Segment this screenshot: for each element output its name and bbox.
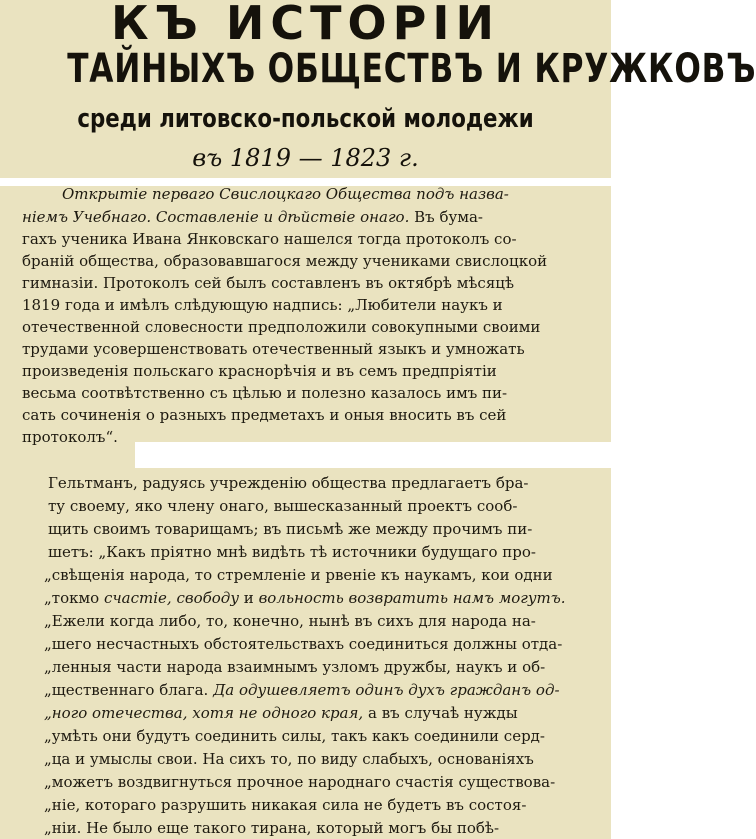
para2-line: „ніи. Не было еще такого тирана, который могъ бы побѣ- <box>44 819 500 837</box>
para1-line: гимназіи. Протоколъ сей былъ составленъ въ октябрѣ мѣсяцѣ <box>22 274 514 292</box>
para2-span: „щественнаго блага. <box>44 681 214 699</box>
para1-line: протоколъ“. <box>22 428 118 446</box>
para2-line: „ніе, котораго разрушить никакая сила не будетъ въ состоя- <box>44 796 527 814</box>
para2-line <box>44 702 518 724</box>
heading-line3: среди литовско-польской молодежи <box>77 104 534 134</box>
para2-line: „свѣщенія народа, то стремленіе и рвеніе къ наукамъ, кои одни <box>44 566 553 584</box>
para2-line: шетъ: „Какъ пріятно мнѣ видѣть тѣ источники будущаго про- <box>48 543 536 561</box>
para2-span: а въ случаѣ нужды <box>363 704 518 722</box>
para2-line <box>44 679 560 701</box>
para2-italic-span: вольность возвратить намъ могутъ. <box>258 589 566 607</box>
para1-line: гахъ ученика Ивана Янковскаго нашелся тогда протоколъ со- <box>22 230 517 248</box>
para2-line: „Ежели когда либо, то, конечно, нынѣ въ сихъ для народа на- <box>44 612 536 630</box>
para2-line <box>44 587 566 609</box>
para1-line: произведенія польскаго краснорѣчія и въ семъ предпріятіи <box>22 362 497 380</box>
para2-italic-span: Да одушевляетъ одинъ духъ гражданъ од- <box>213 681 560 699</box>
para2-span: и <box>239 589 259 607</box>
para2-italic-span: „ного отечества, хотя не одного края, <box>44 704 364 722</box>
heading-line4: въ 1819 — 1823 г. <box>192 144 419 172</box>
para2-line: „можетъ воздвигнуться прочное народнаго счастія существова- <box>44 773 556 791</box>
page-gap-right <box>135 442 611 468</box>
heading-line2: ТАЙНЫХЪ ОБЩЕСТВЪ И КРУЖКОВЪ <box>67 46 756 92</box>
para2-line: „ца и умыслы свои. На сихъ то, по виду слабыхъ, основаніяхъ <box>44 750 534 768</box>
para2-line: „умѣть они будутъ соединить силы, такъ какъ соединили серд- <box>44 727 545 745</box>
para1-line <box>22 206 483 228</box>
para1-italic-span: ніемъ Учебнаго. Составленіе и дѣйствіе онаго. <box>22 208 410 226</box>
para2-line: Гельтманъ, радуясь учрежденію общества предлагаетъ бра- <box>48 474 529 492</box>
para2-line: щить своимъ товарищамъ; въ письмѣ же между прочимъ пи- <box>48 520 533 538</box>
para1-line: браній общества, образовавшагося между учениками свислоцкой <box>22 252 548 270</box>
para2-line: ту своему, яко члену онаго, вышесказанный проектъ сооб- <box>48 497 518 515</box>
para1-line: 1819 года и имѣлъ слѣдующую надпись: „Любители наукъ и <box>22 296 503 314</box>
heading-line1: КЪ ИСТОРІИ <box>111 0 500 50</box>
para1-span: Въ бума- <box>409 208 483 226</box>
para2-line: „ленныя части народа взаимнымъ узломъ дружбы, наукъ и об- <box>44 658 546 676</box>
para1-line: Открытіе перваго Свислоцкаго Общества подъ назва- <box>62 185 509 203</box>
para2-span: „токмо <box>44 589 104 607</box>
para1-line: трудами усовершенствовать отечественный языкъ и умножать <box>22 340 525 358</box>
para1-line: отечественной словесности предположили совокупными своими <box>22 318 541 336</box>
para2-line: „шего несчастныхъ обстоятельствахъ соединиться должны отда- <box>44 635 563 653</box>
para2-italic-span: счастіе, свободу <box>103 589 240 607</box>
para1-line: сать сочиненія о разныхъ предметахъ и оныя вносить въ сей <box>22 406 507 424</box>
para1-line: весьма соотвѣтственно съ цѣлью и полезно казалось имъ пи- <box>22 384 508 402</box>
